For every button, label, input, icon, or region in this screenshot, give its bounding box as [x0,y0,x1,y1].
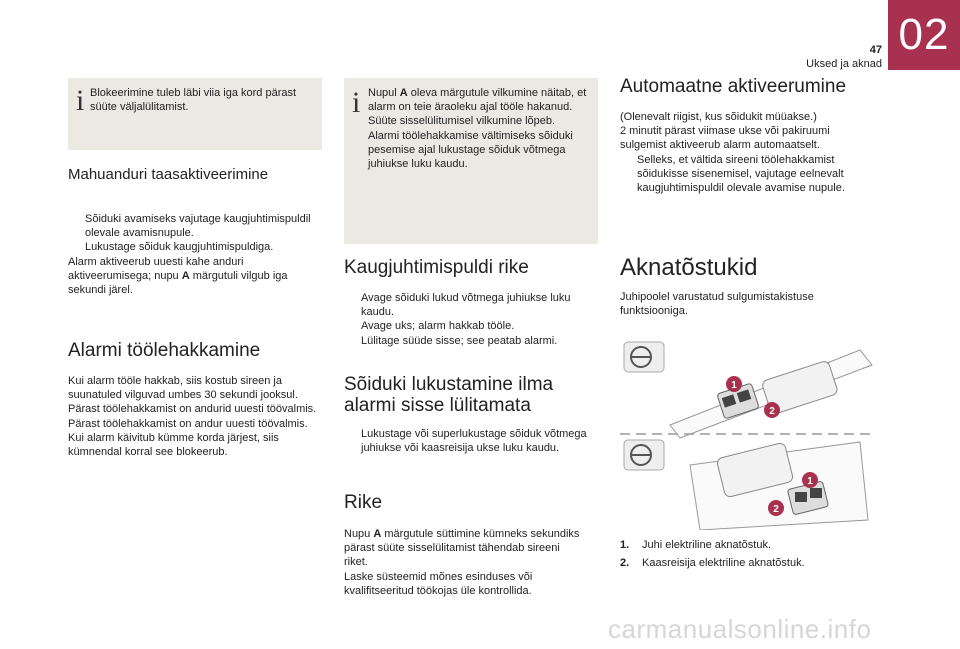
list-item: Avage sõiduki lukud võtmega juhiukse luku kaudu. [361,292,571,319]
lock-bullets [344,427,598,455]
auto-text: (Olenevalt riigist, kus sõidukit müüakse.) 2 minutit pärast viimase ukse või pakiruumi sulgemist aktiveerub alarm automaatselt. Selleks, et vältida sireeni töölehakkamist sõidukisse sisenemisel, vajutage eelnevalt kaugjuhtimispuldil olevale avamise nupule. [620,110,874,195]
heading-auto-activation: Automaatne aktiveerumine [620,76,847,97]
info-icon: i [352,86,361,119]
windows-intro: Juhipoolel varustatud sulgumistakistuse funktsiooniga. [620,291,814,318]
list-item: Lülitage süüde sisse; see peatab alarmi. [361,334,558,347]
page-number: 47 [869,44,882,56]
legend-item: 1. Juhi elektriline aknatõstuk. [620,539,772,551]
list-item: Sõiduki avamiseks vajutage kaugjuhtimispuldil olevale avamisnupule. [85,213,311,240]
heading-reactivation: Mahuanduri taasaktiveerimine [68,166,269,183]
reactivation-bullets [68,212,322,297]
section-title: Uksed ja aknad [806,58,882,70]
info-box-alarm [344,78,598,244]
legend-item: 2. Kaasreisija elektriline aknatõstuk. [620,557,805,570]
paragraph: Pärast töölehakkamist on andurid uuesti töövalmis. [68,403,317,416]
reactivation-note: Alarm aktiveerub uuesti kahe anduri aktiveerumisega; nupu A märgutuli vilgub iga sekundi järel. [68,255,288,297]
triggering-text [68,374,326,459]
info-box-blocking [68,78,322,150]
heading-fault: Rike [344,492,383,513]
callout-1-upper [726,376,742,392]
steering-wheel-icon [624,440,664,470]
paragraph: Kui alarm tööle hakkab, siis kostub sireen ja suunatuled vilguvad umbes 30 sekundi jooksul. [68,375,298,402]
callout-2-upper [764,402,780,418]
remote-bullets [344,291,598,348]
heading-lock-no-alarm: Sõiduki lukustamine ilma alarmi sisse lülitamata [344,374,554,416]
window-switch-illustration [610,330,880,530]
steering-wheel-icon [624,342,664,372]
callout-1-lower [802,472,818,488]
heading-triggering: Alarmi töölehakkamine [68,340,261,361]
svg-text:2: 2 [773,504,779,515]
list-item: Lukustage sõiduk kaugjuhtimispuldiga. [85,241,274,254]
paragraph: Pärast töölehakkamist on andur uuesti töövalmis. [68,417,308,430]
svg-text:2: 2 [769,406,775,417]
list-item: Avage uks; alarm hakkab tööle. [361,320,515,333]
info-text: Blokeerimine tuleb läbi viia iga kord pärast süüte väljalülitamist. [90,87,297,114]
list-item: Lukustage või superlukustage sõiduk võtmega juhiukse või kaasreisija ukse luku kaudu. [361,428,587,455]
fault-text: Nupu A märgutule süttimine kümneks sekundiks pärast süüte sisselülitamist tähendab sireeni riket. Laske süsteemid mõnes esinduses või kvalifitseeritud töökojas üle kontrollida. [344,528,580,597]
chapter-number: 02 [898,10,950,59]
chapter-tab [888,0,960,70]
driver-switch-panel [670,350,872,438]
callout-2-lower [768,500,784,516]
heading-windows: Aknatõstukid [620,254,758,281]
info-icon: i [76,84,85,117]
passenger-switch-panel [690,442,868,530]
heading-remote-fault: Kaugjuhtimispuldi rike [344,257,529,278]
watermark: carmanualsonline.info [608,614,872,644]
illustration-legend [620,538,870,570]
paragraph: Kui alarm käivitub kümme korda järjest, siis kümnendal korral see blokeerub. [68,431,279,459]
svg-text:1: 1 [731,380,737,391]
info-text: Nupul A oleva märgutule vilkumine näitab, et alarm on teie äraoleku ajal tööle hakanud. Süüte sisselülitumisel vilkumine lõpeb. Alarmi töölehakkamise vältimiseks sõiduki pesemise ajal lukustage sõiduk võtmega juhiukse luku kaudu. [368,87,587,171]
list-item: Selleks, et vältida sireeni töölehakkamist sõidukisse sisenemisel, vajutage eelnevalt kaugjuhtimispuldil olevale avamise nupule. [637,153,845,195]
svg-text:1: 1 [807,476,813,487]
